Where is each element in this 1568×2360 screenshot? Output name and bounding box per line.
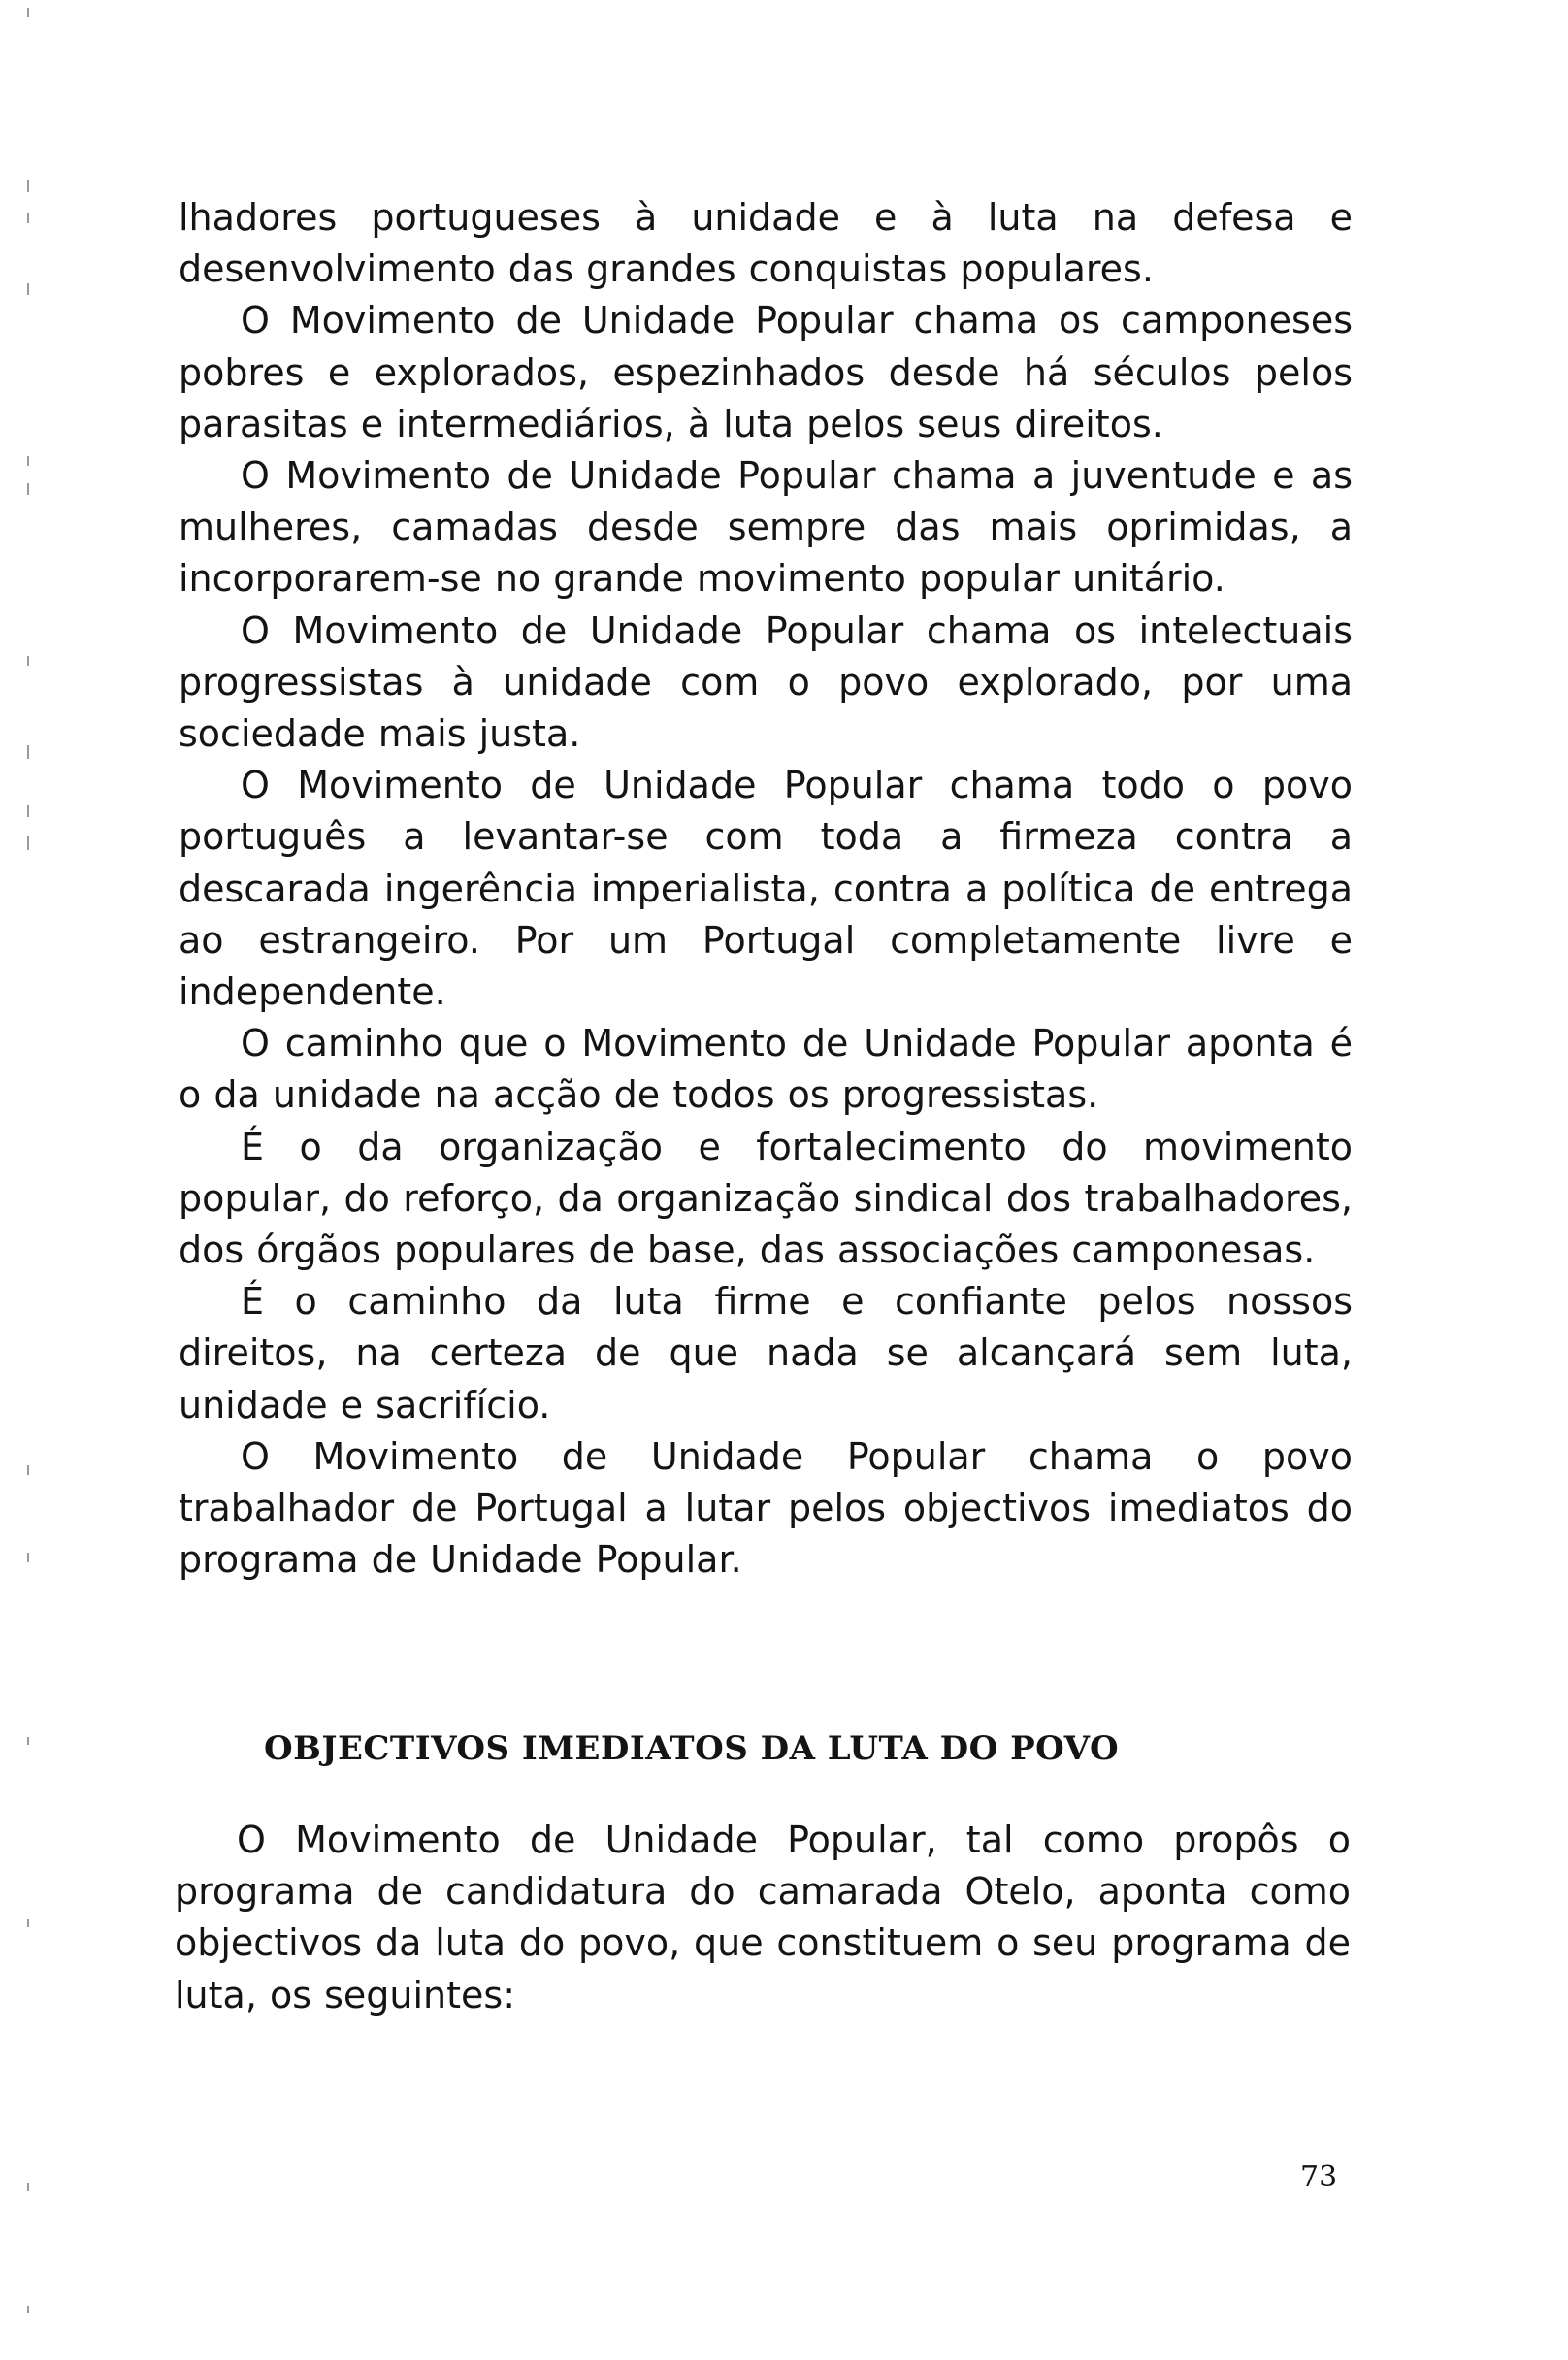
section-heading: OBJECTIVOS IMEDIATOS DA LUTA DO POVO <box>264 1729 1120 1768</box>
paragraph: O Movimento de Unidade Popular chama os camponeses pobres e explorados, espezinhados desde há séculos pelos parasitas e intermediários, à luta pelos seus direitos. <box>179 299 1353 445</box>
section-body-text <box>175 1815 1351 2021</box>
paragraph: O Movimento de Unidade Popular chama todo o povo português a levantar-se com toda a firmeza contra a descarada ingerência imperialista, contra a política de entrega ao estrangeiro. Por um Portugal completamente livre e independente. <box>179 764 1353 1014</box>
scan-margin-marks <box>27 0 39 2360</box>
paragraph: lhadores portugueses à unidade e à luta na defesa e desenvolvimento das grandes conquistas populares. <box>179 196 1353 291</box>
paragraph: O Movimento de Unidade Popular chama o povo trabalhador de Portugal a lutar pelos objectivos imediatos do programa de Unidade Popular. <box>179 1434 1353 1582</box>
body-text <box>179 192 1353 1586</box>
paragraph: O caminho que o Movimento de Unidade Popular aponta é o da unidade na acção de todos os progressistas. <box>179 1022 1353 1117</box>
paragraph: O Movimento de Unidade Popular chama os intelectuais progressistas à unidade com o povo explorado, por uma sociedade mais justa. <box>179 608 1353 756</box>
paragraph: É o da organização e fortalecimento do movimento popular, do reforço, da organização sindical dos trabalhadores, dos órgãos populares de base, das associações camponesas. <box>179 1125 1353 1272</box>
paragraph: É o caminho da luta firme e confiante pelos nossos direitos, na certeza de que nada se alcançará sem luta, unidade e sacrifício. <box>179 1280 1353 1426</box>
page-number: 73 <box>1300 2160 1338 2194</box>
paragraph: O Movimento de Unidade Popular, tal como propôs o programa de candidatura do camarada Otelo, aponta como objectivos da luta do povo, que constituem o seu programa de luta, os seguintes: <box>175 1819 1351 2016</box>
paragraph: O Movimento de Unidade Popular chama a juventude e as mulheres, camadas desde sempre das mais oprimidas, a incorporarem-se no grande movimento popular unitário. <box>179 454 1353 601</box>
